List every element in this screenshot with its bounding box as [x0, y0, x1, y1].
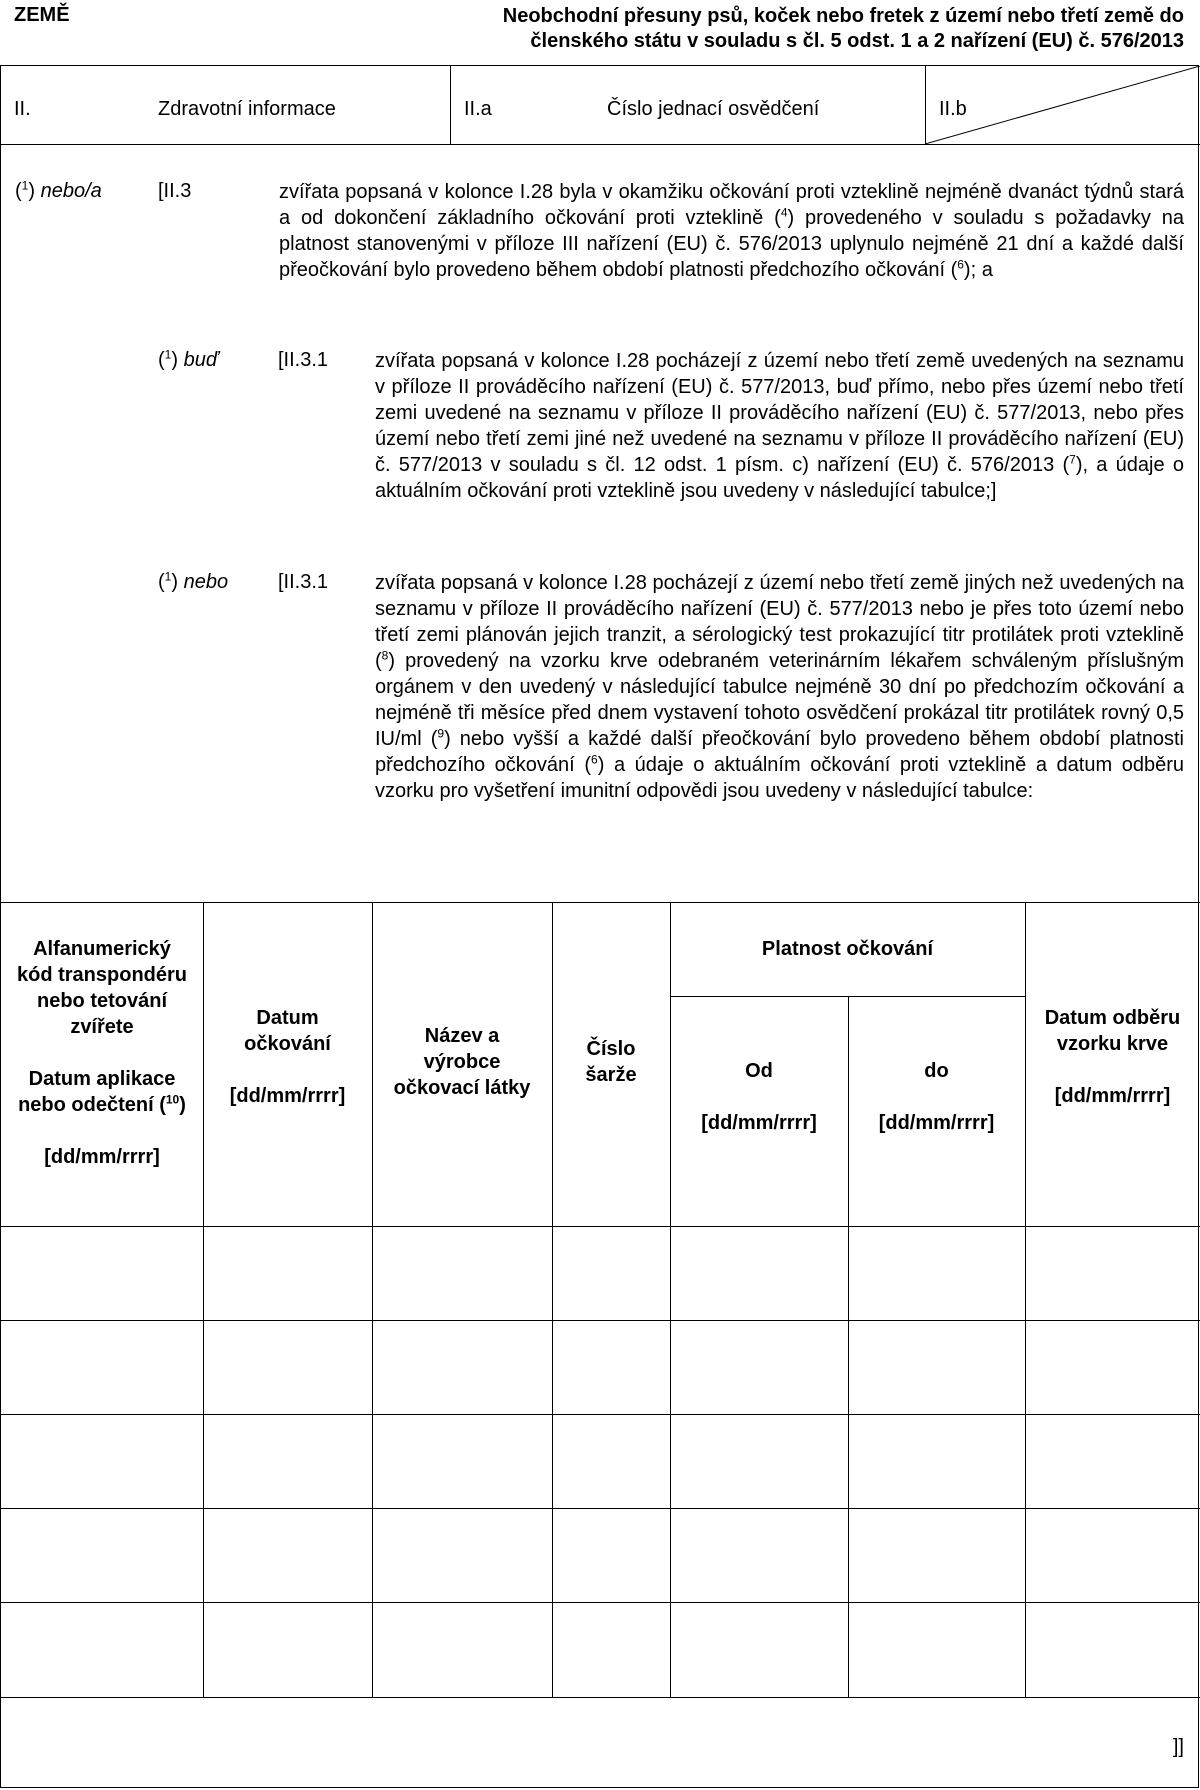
clause-either-text: zvířata popsaná v kolonce I.28 pocházejí z území nebo třetí země uvedených na seznamu v příloze II prováděcího nařízení (EU) č. 577/2013, buď přímo, nebo přes území nebo třetí zemi uvedené na seznamu v příloze II prováděcího nařízení (EU) č. 577/2013, nebo přes území nebo třetí zemi jiné než uvedené na seznamu v příloze II prováděcího nařízení (EU) č. 577/2013 v souladu s čl. 12 odst. 1 písm. c) nařízení (EU) č. 576/2013 ($^7$), a údaje o aktuálním očkování proti vzteklině jsou uvedeny v následující tabulce;]	[375, 350, 1184, 502]
table-row-line	[1, 1508, 1200, 1509]
clause-either-code: [II.3.1	[278, 349, 329, 371]
clause-either-note: 1	[164, 347, 172, 362]
section-divider-a	[450, 66, 451, 144]
header-valid-from: Od [dd/mm/rrrr]	[701, 1060, 817, 1134]
header-vaccination-date: Datum očkování [dd/mm/rrrr]	[229, 1007, 346, 1107]
section-number: II.	[14, 98, 31, 120]
clause-or-code: [II.3.1	[278, 571, 329, 593]
header-transponder-code: Alfanumerický kód transpondéru nebo tetování zvířete Datum aplikace nebo odečtení ($^{10}$) [dd/mm/rrrr]	[16, 938, 187, 1168]
clause-main-option-word: nebo/a	[40, 180, 102, 202]
header-batch-number: Číslo šarže	[585, 1038, 637, 1086]
table-row-line	[1, 1602, 1200, 1603]
table-bottom-border	[1, 1697, 1200, 1698]
clause-or-note: 1	[164, 569, 172, 584]
certificate-frame	[0, 65, 1199, 1788]
clause-or-text: zvířata popsaná v kolonce I.28 pocházejí z území nebo třetí země jiných než uvedených na seznamu v příloze II prováděcího nařízení (EU) č. 577/2013 nebo je přes toto území nebo třetí zemi plánován jejich tranzit, a sérologický test prokazující titr protilátek proti vzteklině ($^8$) provedený na vzorku krve odebraném veterinárním lékařem schváleným příslušným orgánem v den uvedený v následující tabulce nejméně 30 dní po předchozím očkování a nejméně tři měsíce před dnem vystavení tohoto osvědčení prokázal titr protilátek rovný 0,5 IU/ml ($^9$) nebo vyšší a každé další přeočkování bylo provedeno během období platnosti předchozího očkování ($^6$) a údaje o aktuálním očkování proti vzteklině a datum odběru vzorku pro vyšetření imunitní odpovědi jsou uvedeny v následující tabulce:	[375, 572, 1184, 802]
clause-main-text: zvířata popsaná v kolonce I.28 byla v okamžiku očkování proti vzteklině nejméně dvanáct týdnů stará a od dokončení základního očkování proti vzteklině ($^4$) provedeného v souladu s požadavky na platnost stanovenými v příloze III nařízení (EU) č. 576/2013 uplynulo nejméně 21 dní a každé další přeočkování bylo provedeno během období platnosti předchozího očkování ($^6$); a	[279, 181, 1184, 281]
table-header-bottom	[1, 1226, 1200, 1227]
reference-a-code: II.a	[464, 98, 492, 120]
clause-main-note: 1	[21, 178, 29, 193]
closing-brackets: ]]	[1172, 1736, 1184, 1758]
header-vaccine-name: Název a výrobce očkovací látky	[393, 1025, 531, 1099]
clause-or-option: ($^1$) nebo	[158, 569, 229, 593]
country-label: ZEMĚ	[14, 4, 70, 26]
table-top-border	[1, 902, 1200, 903]
header-valid-to: do [dd/mm/rrrr]	[878, 1060, 995, 1134]
clause-or-option-word: nebo	[183, 571, 229, 593]
section-title: Zdravotní informace	[158, 98, 336, 120]
header-blood-sample-date: Datum odběru vzorku krve [dd/mm/rrrr]	[1044, 1007, 1181, 1107]
section-row-divider	[1, 144, 1200, 145]
table-row-line	[1, 1414, 1200, 1415]
table-col-divider	[552, 902, 553, 1697]
document-title-line1: Neobchodní přesuny psů, koček nebo fretek z území nebo třetí země do	[502, 5, 1184, 27]
table-col-divider	[372, 902, 373, 1697]
reference-a-label: Číslo jednací osvědčení	[607, 98, 820, 120]
document-title	[384, 4, 1184, 54]
table-row-line	[1, 1320, 1200, 1321]
clause-main-code: [II.3	[158, 180, 192, 202]
reference-b-code: II.b	[939, 98, 967, 120]
clause-main-option: ($^1$) nebo/a	[15, 178, 102, 202]
document-title-line2: členského státu v souladu s čl. 5 odst. 1 a 2 nařízení (EU) č. 576/2013	[530, 30, 1184, 52]
header-vaccination-validity: Platnost očkování	[761, 938, 934, 960]
clause-either-option-word: buď	[183, 349, 219, 371]
table-col-divider	[670, 902, 671, 1697]
clause-either-option: ($^1$) buď	[158, 347, 219, 371]
